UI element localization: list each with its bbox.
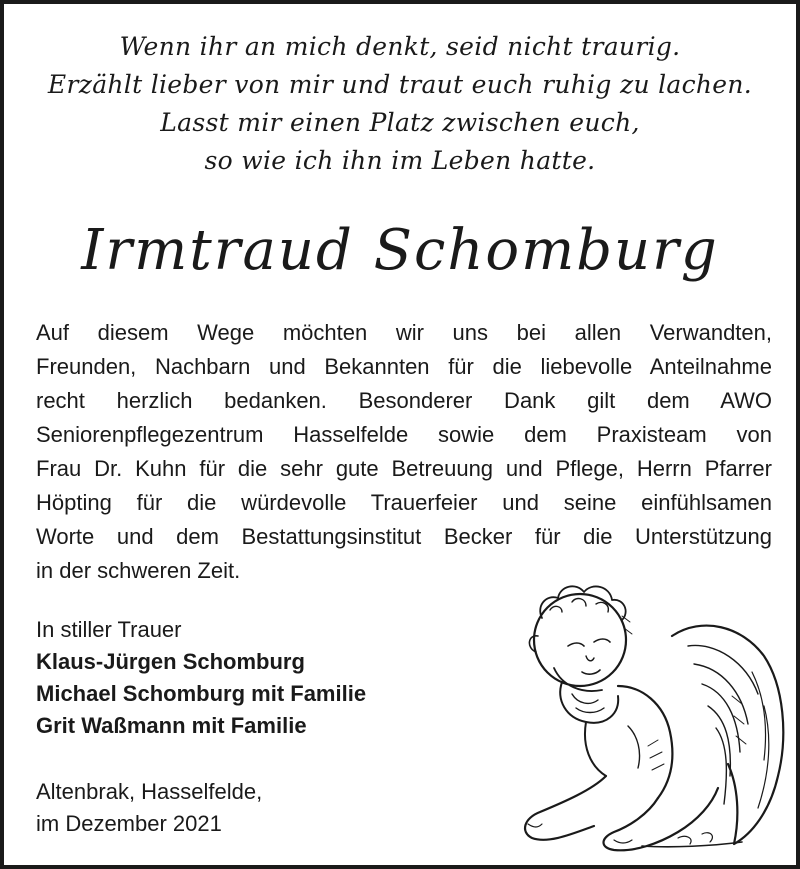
date: im Dezember 2021 (36, 811, 222, 836)
mourner-name: Grit Waßmann mit Familie (36, 713, 307, 738)
message-line: recht herzlich bedanken. Besonderer Dank gilt dem AWO (36, 388, 772, 413)
message-line: Seniorenpflegezentrum Hasselfelde sowie dem Praxisteam von (36, 422, 772, 447)
message-line: Worte und dem Bestattungsinstitut Becker für die Unterstützung (36, 524, 772, 549)
place-date (36, 776, 262, 840)
message-line: in der schweren Zeit. (36, 558, 241, 583)
place: Altenbrak, Hasselfelde, (36, 779, 263, 804)
mourner-name: Michael Schomburg mit Familie (36, 681, 367, 706)
poem-verse (4, 28, 796, 180)
message-line: Höpting für die würdevolle Trauerfeier und seine einfühlsamen (36, 490, 772, 515)
mourning-lead: In stiller Trauer (36, 617, 182, 642)
poem-line: Erzählt lieber von mir und traut euch ruhig zu lachen. (47, 70, 753, 99)
poem-line: Wenn ihr an mich denkt, seid nicht traurig. (119, 32, 681, 61)
angel-figure-icon (502, 576, 792, 856)
message-line: Freunden, Nachbarn und Bekannten für die liebevolle Anteilnahme (36, 354, 772, 379)
message-line: Auf diesem Wege möchten wir uns bei allen Verwandten, (36, 320, 772, 345)
thank-you-message (36, 316, 772, 588)
poem-line: Lasst mir einen Platz zwischen euch, (160, 108, 640, 137)
poem-line: so wie ich ihn im Leben hatte. (204, 146, 596, 175)
mourners-block (36, 614, 366, 742)
deceased-name: Irmtraud Schomburg (81, 218, 719, 283)
message-line: Frau Dr. Kuhn für die sehr gute Betreuung und Pflege, Herrn Pfarrer (36, 456, 772, 481)
mourner-name: Klaus-Jürgen Schomburg (36, 649, 305, 674)
